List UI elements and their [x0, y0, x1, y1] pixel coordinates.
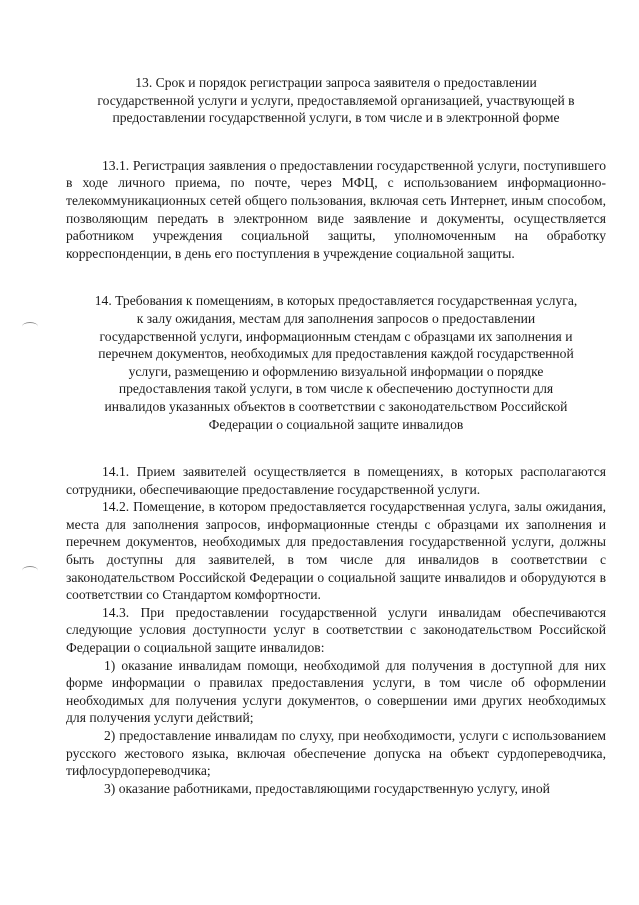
heading-line: 14. Требования к помещениям, в которых предоставляется государственная услуга,: [94, 293, 578, 309]
heading-line: 13. Срок и порядок регистрации запроса заявителя о предоставлении: [135, 75, 537, 90]
paragraph-13-1: 13.1. Регистрация заявления о предоставлении государственной услуги, поступившего в ходе личного приема, по почте, через МФЦ, с использованием информационно-телекоммуникационных сетей общего пользования, включая сеть Интернет, иным способом, позволяющим передать в электронном виде заявление и документы, осуществляется работником учреждения социальной защиты, уполномоченным на обработку корреспонденции, в день его поступления в учреждение социальной защиты.: [66, 157, 606, 261]
heading-line: к залу ожидания, местам для заполнения запросов о предоставлении: [136, 310, 536, 326]
heading-line: инвалидов указанных объектов в соответствии с законодательством Российской: [104, 398, 568, 414]
margin-hole-mark-bottom: [22, 566, 38, 575]
heading-line: государственной услуги, информационным стендам с образцами их заполнения и: [99, 328, 573, 344]
paragraph-14-1: 14.1. Прием заявителей осуществляется в помещениях, в которых располагаются сотрудники, обеспечивающие предоставление государственной услуги.: [66, 464, 606, 497]
document-page: [66, 74, 606, 797]
heading-line: перечнем документов, необходимых для предоставления каждой государственной: [98, 346, 574, 362]
section-14-heading: [66, 292, 606, 433]
paragraph-14-3: 14.3. При предоставлении государственной услуги инвалидам обеспечиваются следующие условия доступности услуг в соответствии с законодательством Российской Федерации о социальной защите инвалидов:: [66, 604, 606, 656]
list-item-3: 3) оказание работниками, предоставляющими государственную услугу, иной: [104, 780, 550, 796]
heading-line: государственной услуги и услуги, предоставляемой организацией, участвующей в: [97, 92, 575, 108]
margin-hole-mark-top: [22, 322, 38, 331]
section-13-heading: [66, 74, 606, 127]
paragraph-14-2: 14.2. Помещение, в котором предоставляется государственная услуга, залы ожидания, места для заполнения запросов, информационные стенды с образцами их заполнения и перечнем документов, необходимых для предоставления государственной услуги, должны быть доступны для заявителей, в том числе для инвалидов в соответствии с законодательством Российской Федерации о социальной защите инвалидов и оборудуются в соответствии со Стандартом комфортности.: [66, 499, 606, 603]
list-item-1: 1) оказание инвалидам помощи, необходимой для получения в доступной для них форме информации о правилах предоставления услуги, в том числе об оформлении необходимых для получения услуги документов, о совершении ими других необходимых для получения услуги действий;: [66, 657, 606, 726]
heading-line: услуги, размещению и оформлению визуальной информации о порядке: [128, 363, 544, 379]
list-item-2: 2) предоставление инвалидам по слуху, при необходимости, услуги с использованием русского жестового языка, включая обеспечение допуска на объект сурдопереводчика, тифлосурдопереводчика;: [66, 728, 606, 779]
heading-line: Федерации о социальной защите инвалидов: [208, 416, 464, 432]
heading-line: предоставления такой услуги, в том числе к обеспечению доступности для: [118, 381, 554, 397]
heading-line: предоставлении государственной услуги, в том числе и в электронной форме: [112, 110, 560, 126]
